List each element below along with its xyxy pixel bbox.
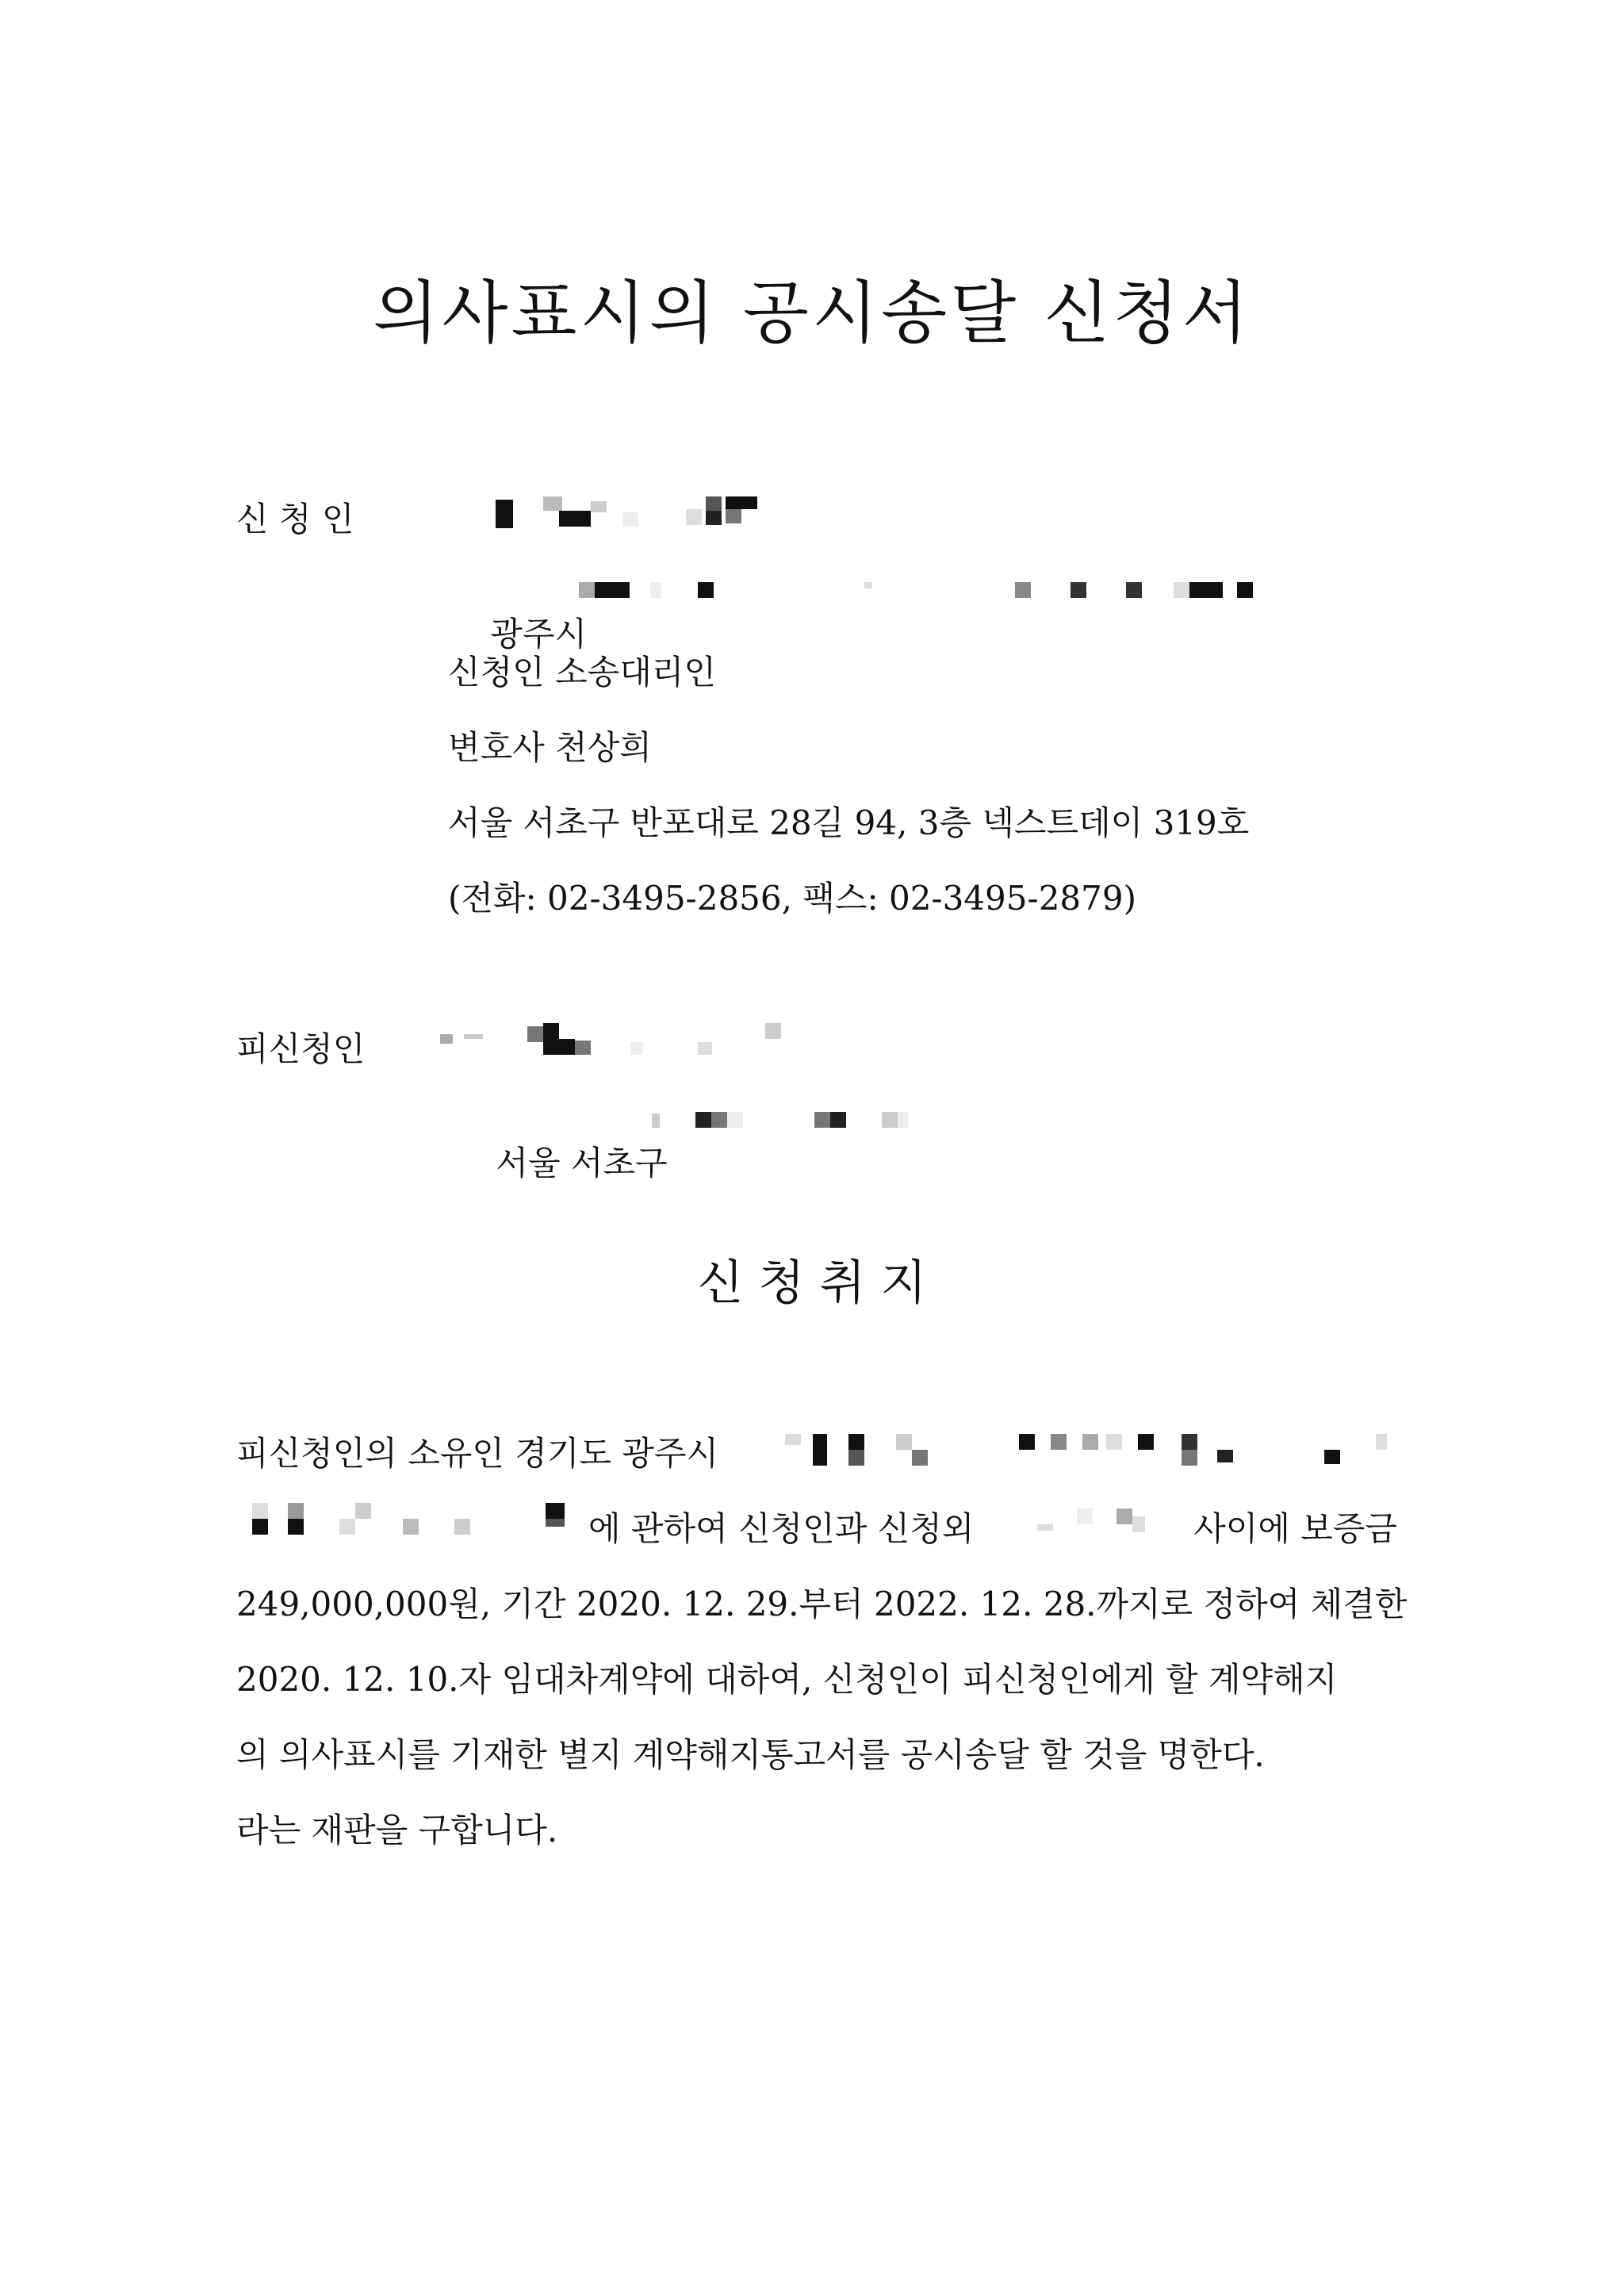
- purpose-line-1-redacted: [785, 1428, 1404, 1475]
- purpose-line-2-redacted: [252, 1503, 593, 1550]
- purpose-line-3: 249,000,000원, 기간 2020. 12. 29.부터 2022. 12. 28.까지로 정하여 체결한: [236, 1585, 1408, 1623]
- applicant-address-prefix: 광주시: [490, 615, 588, 654]
- respondent-address-redacted: [652, 1109, 937, 1140]
- purpose-line-6: 라는 재판을 구합니다.: [236, 1811, 558, 1849]
- agent-contact: (전화: 02-3495-2856, 팩스: 02-3495-2879): [448, 879, 1136, 918]
- purpose-line-4: 2020. 12. 10.자 임대차계약에 대하여, 신청인이 피신청인에게 할 계약해지: [236, 1660, 1338, 1699]
- document-title: 의사표시의 공시송달 신청서: [373, 274, 1251, 353]
- purpose-line-5: 의 의사표시를 기재한 별지 계약해지통고서를 공시송달 할 것을 명한다.: [236, 1735, 1265, 1774]
- purpose-title: 신 청 취 지: [697, 1255, 927, 1311]
- agent-lawyer: 변호사 천상희: [448, 728, 652, 767]
- applicant-name-redacted: [448, 493, 924, 541]
- applicant-address-redacted: [579, 579, 1340, 611]
- respondent-name-redacted: [440, 1023, 805, 1071]
- agent-address: 서울 서초구 반포대로 28길 94, 3층 넥스트데이 319호: [448, 803, 1250, 842]
- respondent-label: 피신청인: [236, 1029, 366, 1068]
- purpose-line-2-mid: 에 관하여 신청인과 신청외: [588, 1509, 975, 1548]
- respondent-address-prefix: 서울 서초구: [496, 1144, 668, 1182]
- applicant-label: 신 청 인: [236, 500, 354, 539]
- purpose-line-1-text: 피신청인의 소유인 경기도 광주시: [236, 1434, 719, 1473]
- purpose-line-2-suffix: 사이에 보증금: [1193, 1509, 1397, 1548]
- purpose-line-2-name-redacted: [1037, 1508, 1180, 1548]
- respondent-address: [454, 1098, 668, 1224]
- agent-title: 신청인 소송대리인: [448, 653, 716, 692]
